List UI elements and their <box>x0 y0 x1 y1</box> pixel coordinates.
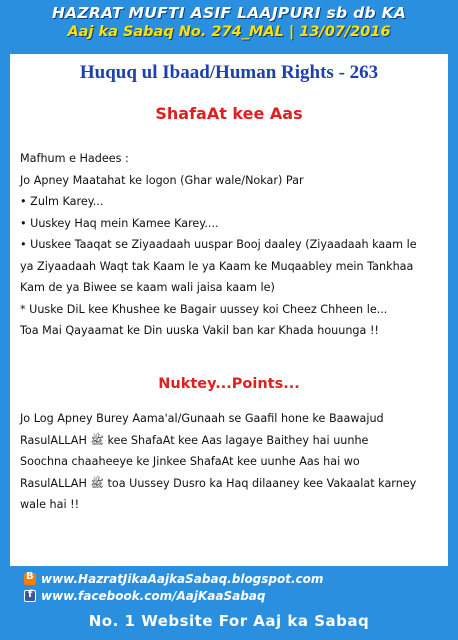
text-line: wale hai !! <box>20 498 80 511</box>
header-subtitle: Aaj ka Sabaq No. 274_MAL | 13/07/2016 <box>67 24 391 40</box>
lesson-subtitle: ShafaAt kee Aas <box>155 104 303 123</box>
content-card <box>10 54 448 566</box>
facebook-url[interactable]: www.facebook.com/AajKaaSabaq <box>41 589 266 603</box>
points-text <box>20 408 440 516</box>
page-title: Huquq ul Ibaad/Human Rights - 263 <box>79 62 379 83</box>
footer-tagline: No. 1 Website For Aaj ka Sabaq <box>88 612 370 630</box>
hadees-text <box>20 148 440 342</box>
text-line: RasulALLAH ﷺ kee ShafaAt kee Aas lagaye Baithey hai uunhe <box>20 433 369 447</box>
text-line: Jo Apney Maatahat ke logon (Ghar wale/Nokar) Par <box>20 173 304 187</box>
text-line: Toa Mai Qayaamat ke Din uuska Vakil ban kar Khada houunga !! <box>20 324 379 337</box>
text-line: * Uuske DiL kee Khushee ke Bagair uussey koi Cheez Chheen le... <box>20 302 388 316</box>
blog-url[interactable]: www.HazratJikaAajkaSabaq.blogspot.com <box>41 572 324 586</box>
text-line: Mafhum e Hadees : <box>20 152 129 165</box>
blog-link[interactable] <box>24 572 323 586</box>
text-line: Jo Log Apney Burey Aama'al/Gunaah se Gaafil hone ke Baawajud <box>20 412 384 425</box>
text-line: • Uuskee Taaqat se Ziyaadaah uuspar Booj daaley (Ziyaadaah kaam le <box>20 238 417 251</box>
text-line: Kam de ya Biwee se kaam wali jaisa kaam le) <box>20 281 275 294</box>
facebook-link[interactable] <box>24 589 266 603</box>
points-heading: Nuktey...Points... <box>158 376 300 392</box>
text-line: ya Ziyaadaah Waqt tak Kaam le ya Kaam ke Muqaabley mein Tankhaa <box>20 259 414 273</box>
header-title: HAZRAT MUFTI ASIF LAAJPURI sb db KA <box>51 4 407 22</box>
text-line: Soochna chaaheeye ke Jinkee ShafaAt kee uunhe Aas hai wo <box>20 455 360 468</box>
facebook-icon <box>24 590 36 602</box>
text-line: • Uuskey Haq mein Kamee Karey.... <box>20 216 219 230</box>
blogger-icon <box>24 573 36 585</box>
text-line: • Zulm Karey... <box>20 195 104 208</box>
text-line: RasulALLAH ﷺ toa Uussey Dusro ka Haq dilaaney kee Vakaalat karney <box>20 476 417 490</box>
